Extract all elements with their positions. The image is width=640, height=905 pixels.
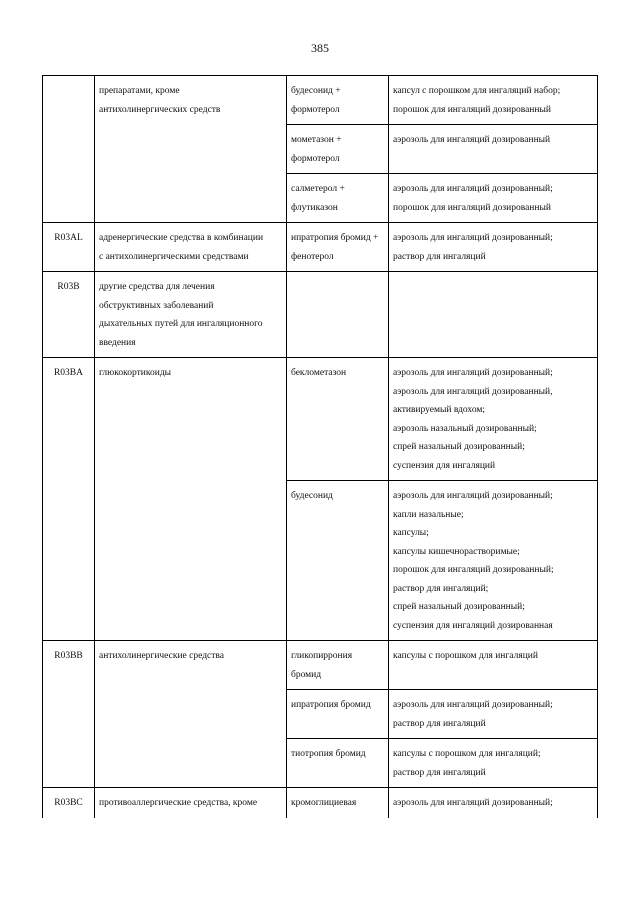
atc-code: R03AL xyxy=(54,233,83,243)
substance-cell-line: ипратропия бромид + xyxy=(291,233,379,243)
dosage-forms-cell xyxy=(389,76,598,125)
dosage-forms-cell xyxy=(389,788,598,818)
group-name-cell-line: с антихолинергическими средствами xyxy=(99,251,249,262)
dosage-forms-cell-line: порошок для ингаляций дозированный; xyxy=(393,565,554,575)
dosage-forms-cell-line: раствор для ингаляций xyxy=(393,251,486,262)
group-name-cell-line: введения xyxy=(99,337,136,348)
table-row xyxy=(43,358,598,481)
dosage-forms-cell xyxy=(389,481,598,641)
dosage-forms-cell-line: порошок для ингаляций дозированный xyxy=(393,202,551,213)
dosage-forms-cell-line: спрей назальный дозированный; xyxy=(393,442,525,452)
dosage-forms-cell-line: аэрозоль для ингаляций дозированный; xyxy=(393,368,553,378)
dosage-forms-cell-line: аэрозоль назальный дозированный; xyxy=(393,423,537,434)
atc-code-cell xyxy=(43,272,95,358)
substance-cell-line: мометазон + xyxy=(291,135,342,145)
group-name-cell-line: антихолинергических средств xyxy=(99,104,221,115)
group-name-cell-line: препаратами, кроме xyxy=(99,86,180,96)
substance-cell-line: будесонид + xyxy=(291,86,341,96)
dosage-forms-cell xyxy=(389,125,598,174)
substance-cell-line: фенотерол xyxy=(291,251,334,262)
group-name-cell xyxy=(95,76,287,223)
substance-cell-line: ипратропия бромид xyxy=(291,700,371,710)
substance-cell xyxy=(287,358,389,481)
substance-cell-line: бромид xyxy=(291,669,322,680)
dosage-forms-cell-line: суспензия для ингаляций дозированная xyxy=(393,620,553,631)
substance-cell xyxy=(287,739,389,788)
substance-cell xyxy=(287,481,389,641)
group-name-cell-line: дыхательных путей для ингаляционного xyxy=(99,319,263,329)
dosage-forms-cell xyxy=(389,641,598,690)
group-name-cell xyxy=(95,788,287,818)
substance-cell xyxy=(287,788,389,818)
group-name-cell xyxy=(95,272,287,358)
dosage-forms-cell-line: капсулы с порошком для ингаляций xyxy=(393,651,538,661)
table-row xyxy=(43,788,598,818)
dosage-forms-cell-line: капсулы; xyxy=(393,528,429,538)
group-name-cell-line: глюкокортикоиды xyxy=(99,368,172,378)
dosage-forms-cell-line: аэрозоль для ингаляций дозированный; xyxy=(393,700,553,710)
substance-cell xyxy=(287,223,389,272)
dosage-forms-cell-line: капли назальные; xyxy=(393,509,464,520)
atc-code-cell xyxy=(43,788,95,818)
group-name-cell xyxy=(95,223,287,272)
atc-code-cell xyxy=(43,641,95,788)
substance-cell xyxy=(287,174,389,223)
substance-cell xyxy=(287,272,389,358)
atc-code: R03BC xyxy=(54,798,83,808)
group-name-cell-line: противоаллергические средства, кроме xyxy=(99,798,258,808)
group-name-cell-line: обструктивных заболеваний xyxy=(99,300,214,311)
dosage-forms-cell xyxy=(389,690,598,739)
dosage-forms-cell-line: порошок для ингаляций дозированный xyxy=(393,104,551,115)
substance-cell-line: будесонид xyxy=(291,491,333,501)
group-name-cell xyxy=(95,358,287,641)
drug-classification-table xyxy=(42,75,598,818)
dosage-forms-cell xyxy=(389,739,598,788)
dosage-forms-cell-line: капсулы кишечнорастворимые; xyxy=(393,546,520,557)
group-name-cell-line: адренергические средства в комбинации xyxy=(99,233,264,243)
atc-code: R03B xyxy=(57,282,80,292)
dosage-forms-cell-line: раствор для ингаляций xyxy=(393,767,486,778)
page-number: 385 xyxy=(311,41,329,55)
dosage-forms-cell-line: аэрозоль для ингаляций дозированный; xyxy=(393,233,553,243)
group-name-cell-line: антихолинергические средства xyxy=(99,651,224,661)
dosage-forms-cell-line: раствор для ингаляций; xyxy=(393,583,489,594)
table-row xyxy=(43,223,598,272)
dosage-forms-cell-line: раствор для ингаляций xyxy=(393,718,486,729)
substance-cell xyxy=(287,125,389,174)
atc-code: R03BA xyxy=(53,368,84,378)
dosage-forms-cell-line: аэрозоль для ингаляций дозированный; xyxy=(393,798,553,808)
dosage-forms-cell-line: аэрозоль для ингаляций дозированный xyxy=(393,135,551,145)
substance-cell-line: беклометазон xyxy=(291,368,347,378)
substance-cell-line: флутиказон xyxy=(291,202,338,213)
group-name-cell xyxy=(95,641,287,788)
dosage-forms-cell xyxy=(389,272,598,358)
dosage-forms-cell-line: капсулы с порошком для ингаляций; xyxy=(393,749,541,759)
substance-cell-line: формотерол xyxy=(291,104,340,115)
table-row xyxy=(43,272,598,358)
atc-code-cell xyxy=(43,76,95,223)
substance-cell xyxy=(287,690,389,739)
dosage-forms-cell-line: аэрозоль для ингаляций дозированный; xyxy=(393,491,553,501)
dosage-forms-cell-line: капсул с порошком для ингаляций набор; xyxy=(393,86,561,96)
dosage-forms-cell xyxy=(389,223,598,272)
dosage-forms-cell-line: суспензия для ингаляций xyxy=(393,460,496,471)
atc-code-cell xyxy=(43,358,95,641)
dosage-forms-cell-line: активируемый вдохом; xyxy=(393,405,486,415)
substance-cell-line: салметерол + xyxy=(291,184,345,194)
substance-cell-line: тиотропия бромид xyxy=(291,749,366,759)
dosage-forms-cell-line: аэрозоль для ингаляций дозированный, xyxy=(393,386,553,397)
substance-cell-line: кромоглициевая xyxy=(291,798,357,808)
dosage-forms-cell xyxy=(389,358,598,481)
dosage-forms-cell-line: спрей назальный дозированный; xyxy=(393,602,525,612)
atc-code: R03BB xyxy=(54,651,83,661)
atc-code-cell xyxy=(43,223,95,272)
substance-cell xyxy=(287,76,389,125)
table-row xyxy=(43,641,598,690)
dosage-forms-cell xyxy=(389,174,598,223)
table-row xyxy=(43,76,598,125)
substance-cell-line: формотерол xyxy=(291,153,340,164)
substance-cell xyxy=(287,641,389,690)
substance-cell-line: гликопиррония xyxy=(291,651,353,661)
dosage-forms-cell-line: аэрозоль для ингаляций дозированный; xyxy=(393,184,553,194)
group-name-cell-line: другие средства для лечения xyxy=(99,282,215,292)
